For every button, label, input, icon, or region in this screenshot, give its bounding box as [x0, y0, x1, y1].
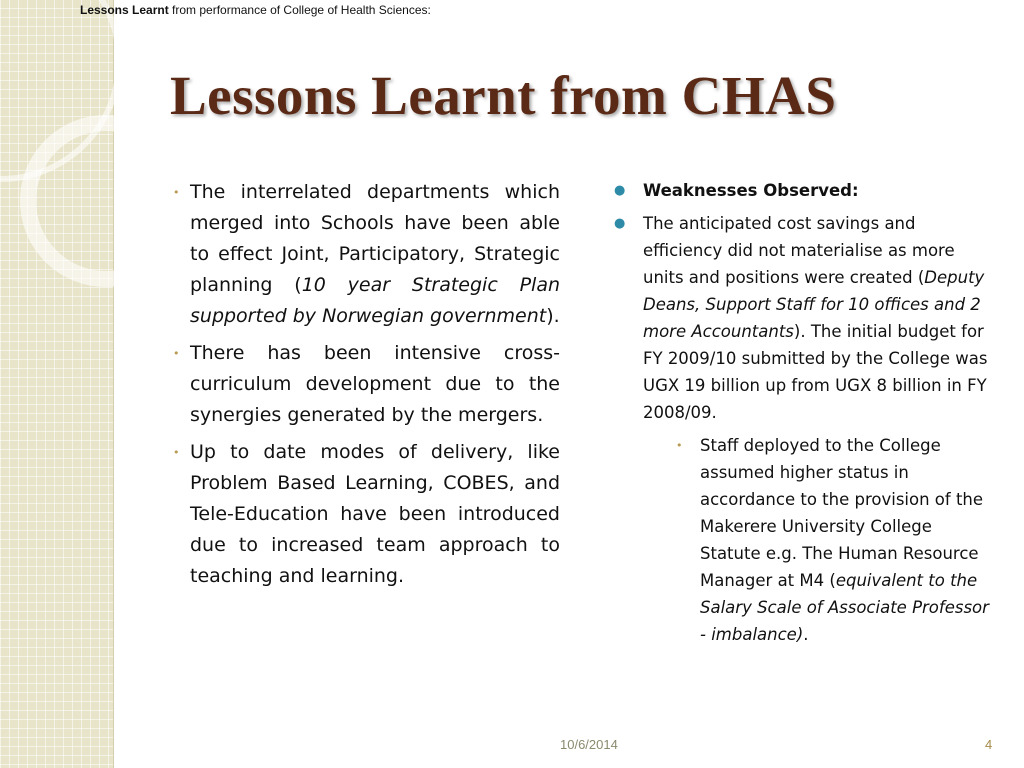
bullet-item: [610, 210, 995, 426]
page-number: 4: [985, 737, 993, 752]
bullet-text: The anticipated cost savings and efficiency did not materialise as more units and positions were created (: [643, 214, 955, 287]
bullet-end: ).: [546, 305, 560, 327]
bullet-item: [170, 338, 560, 431]
bullet-dot-icon: ●: [614, 183, 626, 198]
header-text: from performance of College of Health Sciences:: [168, 3, 431, 17]
bullet-item-heading: [610, 177, 995, 204]
bullet-end: ). The initial budget for FY 2009/10 submitted by the College was UGX 19 billion up from UGX 8 billion in FY 2008/09.: [643, 322, 988, 422]
bullet-item: [170, 437, 560, 592]
bullet-text: The interrelated departments which merged into Schools have been able to effect Joint, Participatory, Strategic planning (: [190, 181, 560, 296]
bullet-dot-icon: ●: [614, 216, 626, 231]
footer-date: 10/6/2014: [560, 737, 618, 752]
left-column: [170, 177, 560, 598]
bullet-text: Up to date modes of delivery, like Problem Based Learning, COBES, and Tele-Education have been introduced due to increased team approach to teaching and learning.: [190, 441, 560, 587]
decorative-side-panel: [0, 0, 114, 768]
bullet-text: There has been intensive cross-curriculum development due to the synergies generated by the mergers.: [190, 342, 560, 426]
sub-bullet-end: .: [803, 625, 809, 644]
right-column: [610, 177, 995, 648]
weaknesses-heading: Weaknesses Observed:: [643, 181, 859, 200]
slide-title: Lessons Learnt from CHAS: [170, 65, 837, 126]
decorative-ring: [20, 115, 192, 287]
slide-header: [80, 3, 431, 17]
bullet-italic: Deputy Deans, Support Staff for 10 offices and 2 more Accountants: [643, 268, 985, 341]
bullet-item: [170, 177, 560, 332]
bullet-italic: 10 year Strategic Plan supported by Norwegian government: [190, 274, 561, 327]
sub-bullet-item: [610, 432, 995, 648]
header-bold: Lessons Learnt: [80, 3, 169, 17]
bullet-dot-icon: •: [173, 446, 180, 459]
bullet-dot-icon: •: [676, 439, 683, 452]
sub-bullet-text: Staff deployed to the College assumed higher status in accordance to the provision of the Makerere University College Statute e.g. The Human Resource Manager at M4 (: [700, 436, 984, 590]
sub-bullet-italic: equivalent to the Salary Scale of Associate Professor - imbalance): [700, 571, 989, 644]
bullet-dot-icon: •: [173, 347, 180, 360]
bullet-dot-icon: •: [173, 186, 180, 199]
